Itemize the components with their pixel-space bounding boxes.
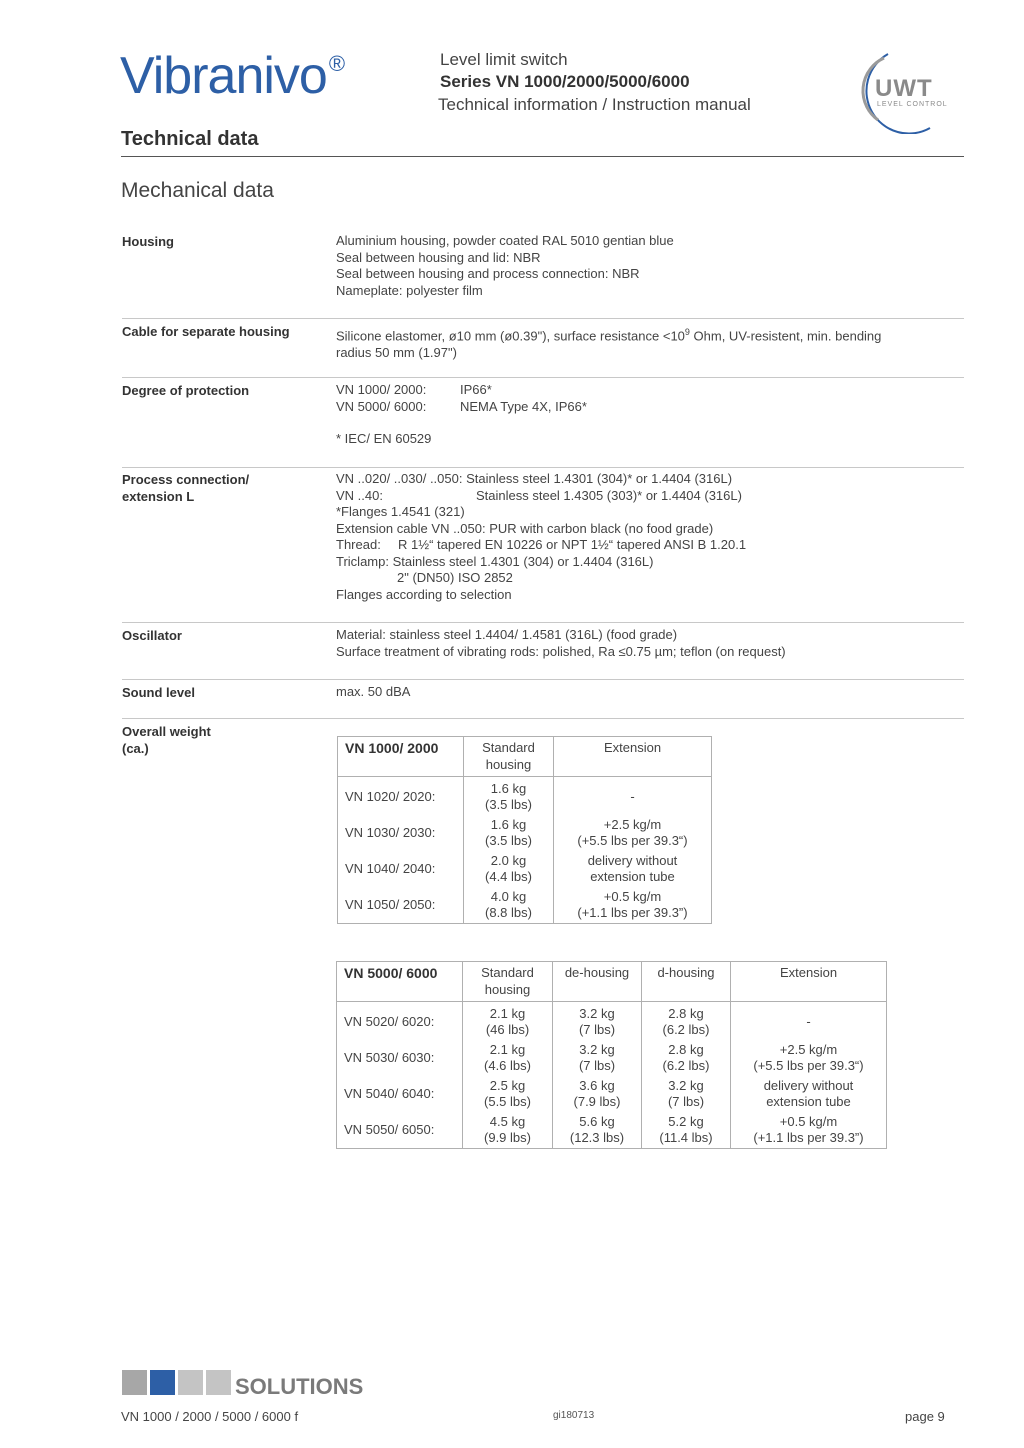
oscillator-value: Material: stainless steel 1.4404/ 1.4581 (316L) (food grade) Surface treatment of vibrating rods: polished, Ra ≤0.75 µm; teflon (on request) (336, 627, 786, 659)
weight-cell: 1.6 kg (3.5 lbs) (464, 777, 554, 816)
row-divider (122, 467, 964, 468)
table-header: d-housing (642, 962, 731, 1002)
weight-cell: 2.1 kg (4.6 lbs) (463, 1040, 553, 1076)
table-header: VN 1000/ 2000 (345, 740, 439, 756)
weight-table-vn1000-2000 (337, 736, 712, 924)
weight-cell: 2.0 kg (4.4 lbs) (464, 851, 554, 887)
model-cell: VN 1040/ 2040: (345, 860, 436, 876)
uwt-logo (848, 50, 966, 134)
table-header: VN 5000/ 6000 (344, 965, 438, 981)
table-row (338, 815, 712, 851)
header-series: Series VN 1000/2000/5000/6000 (440, 72, 690, 91)
registered-mark: ® (328, 50, 345, 76)
table-row (337, 1040, 887, 1076)
weight-cell: +0.5 kg/m (+1.1 lbs per 39.3”) (554, 887, 712, 924)
housing-value (336, 233, 956, 299)
weight-cell: +0.5 kg/m (+1.1 lbs per 39.3”) (731, 1112, 887, 1149)
cable-value: Silicone elastomer, ø10 mm (ø0.39"), surface resistance $<10^9$ Ohm, UV-resistent, min. bending radius 50 mm (1.97") (336, 327, 882, 360)
table-header: de-housing (553, 962, 642, 1002)
weight-cell: delivery without extension tube (554, 851, 712, 887)
table-header: Standard housing (463, 962, 553, 1002)
header-rule (121, 156, 964, 157)
weight-cell: delivery without extension tube (731, 1076, 887, 1112)
process-value: VN ..020/ ..030/ ..050: Stainless steel 1.4301 (304)* or 1.4404 (316L) VN ..40: Stainless steel 1.4305 (303)* or 1.4404 (316L) *Flanges 1.4541 (321) Extension cable VN ..050: PUR with carbon black (no food grade) Thread: R 1½“ tapered EN 10226 or NPT 1½“ tapered ANSI B 1.20.1 Triclamp: Stainless steel 1.4301 (304) or 1.4404 (316L) 2" (DN50) ISO 2852 Flanges according to selection (336, 471, 747, 602)
footer-doc-ref: VN 1000 / 2000 / 5000 / 6000 f (121, 1409, 299, 1424)
sound-value: max. 50 dBA (336, 684, 411, 699)
model-cell: VN 1050/ 2050: (345, 896, 436, 912)
table-header-row (338, 737, 712, 777)
table-row (337, 1002, 887, 1041)
housing-line: Nameplate: polyester film (336, 282, 483, 298)
protection-value: VN 1000/ 2000: IP66* VN 5000/ 6000: NEMA Type 4X, IP66* * IEC/ EN 60529 (336, 382, 956, 448)
table-header: Extension (554, 737, 712, 777)
weight-cell: +2.5 kg/m (+5.5 lbs per 39.3“) (731, 1040, 887, 1076)
weight-cell: 1.6 kg (3.5 lbs) (464, 815, 554, 851)
weight-cell: 2.1 kg (46 lbs) (463, 1002, 553, 1041)
row-divider (122, 377, 964, 378)
weight-cell: +2.5 kg/m (+5.5 lbs per 39.3“) (554, 815, 712, 851)
weight-table-vn5000-6000 (336, 961, 887, 1149)
solutions-logo (122, 1370, 446, 1396)
protection-label: Degree of protection (122, 383, 250, 398)
table-row (338, 851, 712, 887)
footer-code: gi180713 (553, 1410, 595, 1421)
weight-cell: 3.2 kg (7 lbs) (553, 1002, 642, 1041)
header-doc-type: Technical information / Instruction manual (438, 95, 751, 114)
table-header: Extension (731, 962, 887, 1002)
table-header-row (337, 962, 887, 1002)
table-row (337, 1112, 887, 1149)
housing-line: Seal between housing and process connection: NBR (336, 266, 640, 281)
table-row (337, 1076, 887, 1112)
weight-cell: - (554, 777, 712, 816)
model-cell: VN 5040/ 6040: (344, 1085, 435, 1101)
weight-cell: 2.8 kg (6.2 lbs) (642, 1040, 731, 1076)
header-product-type: Level limit switch (440, 50, 568, 69)
table-header: Standard housing (464, 737, 554, 777)
logo-subtext: LEVEL CONTROL (877, 101, 948, 108)
sound-label: Sound level (122, 685, 195, 700)
model-cell: VN 5050/ 6050: (344, 1121, 435, 1137)
model-cell: VN 1030/ 2030: (345, 824, 436, 840)
table-row (338, 777, 712, 816)
weight-cell: 4.5 kg (9.9 lbs) (463, 1112, 553, 1149)
protection-footnote: * IEC/ EN 60529 (336, 431, 432, 446)
weight-cell: 5.2 kg (11.4 lbs) (642, 1112, 731, 1149)
housing-label: Housing (122, 234, 174, 249)
solutions-text: SOLUTIONS (235, 1374, 364, 1396)
oscillator-label: Oscillator (122, 628, 182, 643)
weight-cell: 2.8 kg (6.2 lbs) (642, 1002, 731, 1041)
weight-cell: 3.2 kg (7 lbs) (642, 1076, 731, 1112)
weight-cell: - (731, 1002, 887, 1041)
logo-text: UWT (875, 75, 933, 102)
subsection-title: Mechanical data (121, 179, 274, 202)
weight-cell: 2.5 kg (5.5 lbs) (463, 1076, 553, 1112)
row-divider (122, 679, 964, 680)
model-cell: VN 5030/ 6030: (344, 1049, 435, 1065)
row-divider (122, 318, 964, 319)
process-label: Process connection/ extension L (122, 472, 250, 504)
table-row (338, 887, 712, 924)
housing-line: Seal between housing and lid: NBR (336, 249, 541, 265)
section-title: Technical data (121, 128, 259, 150)
weight-cell: 4.0 kg (8.8 lbs) (464, 887, 554, 924)
housing-line: Aluminium housing, powder coated RAL 5010 gentian blue (336, 233, 674, 248)
weight-label: Overall weight (ca.) (122, 724, 211, 756)
model-cell: VN 1020/ 2020: (345, 788, 436, 804)
brand-name: Vibranivo® (120, 47, 345, 105)
weight-cell: 3.2 kg (7 lbs) (553, 1040, 642, 1076)
weight-cell: 5.6 kg (12.3 lbs) (553, 1112, 642, 1149)
row-divider (122, 718, 964, 719)
model-cell: VN 5020/ 6020: (344, 1013, 435, 1029)
page-number: page 9 (905, 1409, 945, 1424)
row-divider (122, 622, 964, 623)
cable-label: Cable for separate housing (122, 324, 290, 339)
weight-cell: 3.6 kg (7.9 lbs) (553, 1076, 642, 1112)
